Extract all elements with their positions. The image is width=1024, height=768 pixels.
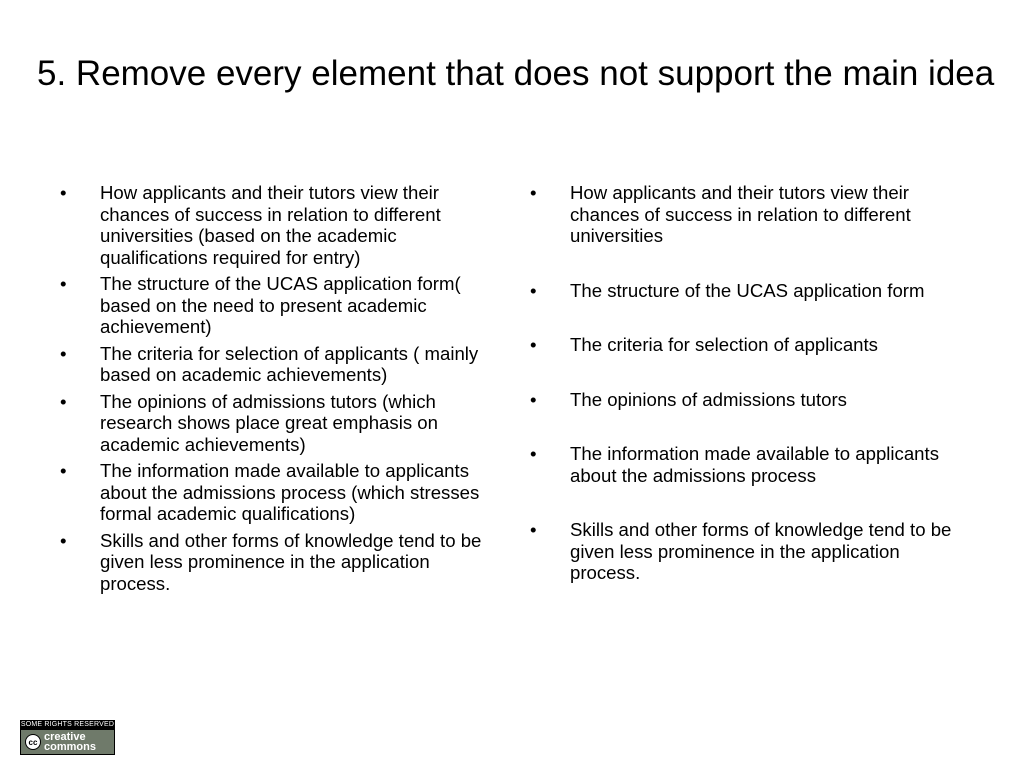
cc-badge-line2: commons xyxy=(44,741,96,753)
list-item xyxy=(60,391,500,456)
list-item xyxy=(530,443,960,486)
list-item-text: The structure of the UCAS application form xyxy=(570,279,925,301)
bullet-icon: • xyxy=(60,529,67,551)
bullet-icon: • xyxy=(530,182,537,203)
bullet-icon: • xyxy=(530,443,537,464)
list-item xyxy=(530,389,960,411)
list-item-text: The structure of the UCAS application form( based on the need to present academic achievement) xyxy=(100,273,461,337)
list-item-text: The opinions of admissions tutors xyxy=(570,388,847,410)
cc-badge-top-text: SOME RIGHTS RESERVED xyxy=(20,721,115,728)
list-item-text: Skills and other forms of knowledge tend to be given less prominence in the application process. xyxy=(570,519,952,583)
bullet-icon: • xyxy=(530,519,537,540)
creative-commons-license-badge[interactable] xyxy=(20,720,115,755)
bullet-icon: • xyxy=(530,279,537,301)
bullet-icon: • xyxy=(530,334,537,355)
creative-commons-icon: cc xyxy=(25,734,41,750)
right-bullet-list xyxy=(530,182,960,617)
list-item xyxy=(530,182,960,247)
cc-badge-body xyxy=(20,729,115,755)
cc-badge-line1: creative xyxy=(44,731,86,743)
list-item xyxy=(60,530,500,595)
bullet-icon: • xyxy=(60,273,67,294)
list-item-text: The criteria for selection of applicants xyxy=(570,334,878,355)
cc-badge-wordmark xyxy=(44,732,96,752)
left-bullet-list xyxy=(60,182,500,599)
list-item-text: How applicants and their tutors view their chances of success in relation to different universities xyxy=(570,182,911,246)
list-item xyxy=(60,343,500,386)
list-item-text: How applicants and their tutors view their chances of success in relation to different universities (based on the academic qualifications required for entry) xyxy=(100,182,441,268)
list-item-text: The information made available to applicants about the admissions process xyxy=(570,443,939,486)
list-item xyxy=(60,182,500,268)
bullet-icon: • xyxy=(530,388,537,410)
list-item xyxy=(60,460,500,525)
list-item xyxy=(530,519,960,584)
list-item xyxy=(530,280,960,302)
list-item xyxy=(530,334,960,356)
list-item-text: The information made available to applicants about the admissions process (which stresses formal academic qualifications) xyxy=(100,460,480,524)
list-item-text: The opinions of admissions tutors (which research shows place great emphasis on academic achievements) xyxy=(100,390,438,455)
bullet-icon: • xyxy=(60,460,67,481)
bullet-icon: • xyxy=(60,342,67,364)
slide-title: 5. Remove every element that does not support the main idea xyxy=(37,54,995,93)
list-item xyxy=(60,273,500,338)
list-item-text: The criteria for selection of applicants ( mainly based on academic achievements) xyxy=(100,342,479,385)
bullet-icon: • xyxy=(60,182,67,203)
list-item-text: Skills and other forms of knowledge tend to be given less prominence in the application process. xyxy=(100,529,482,594)
bullet-icon: • xyxy=(60,390,67,412)
